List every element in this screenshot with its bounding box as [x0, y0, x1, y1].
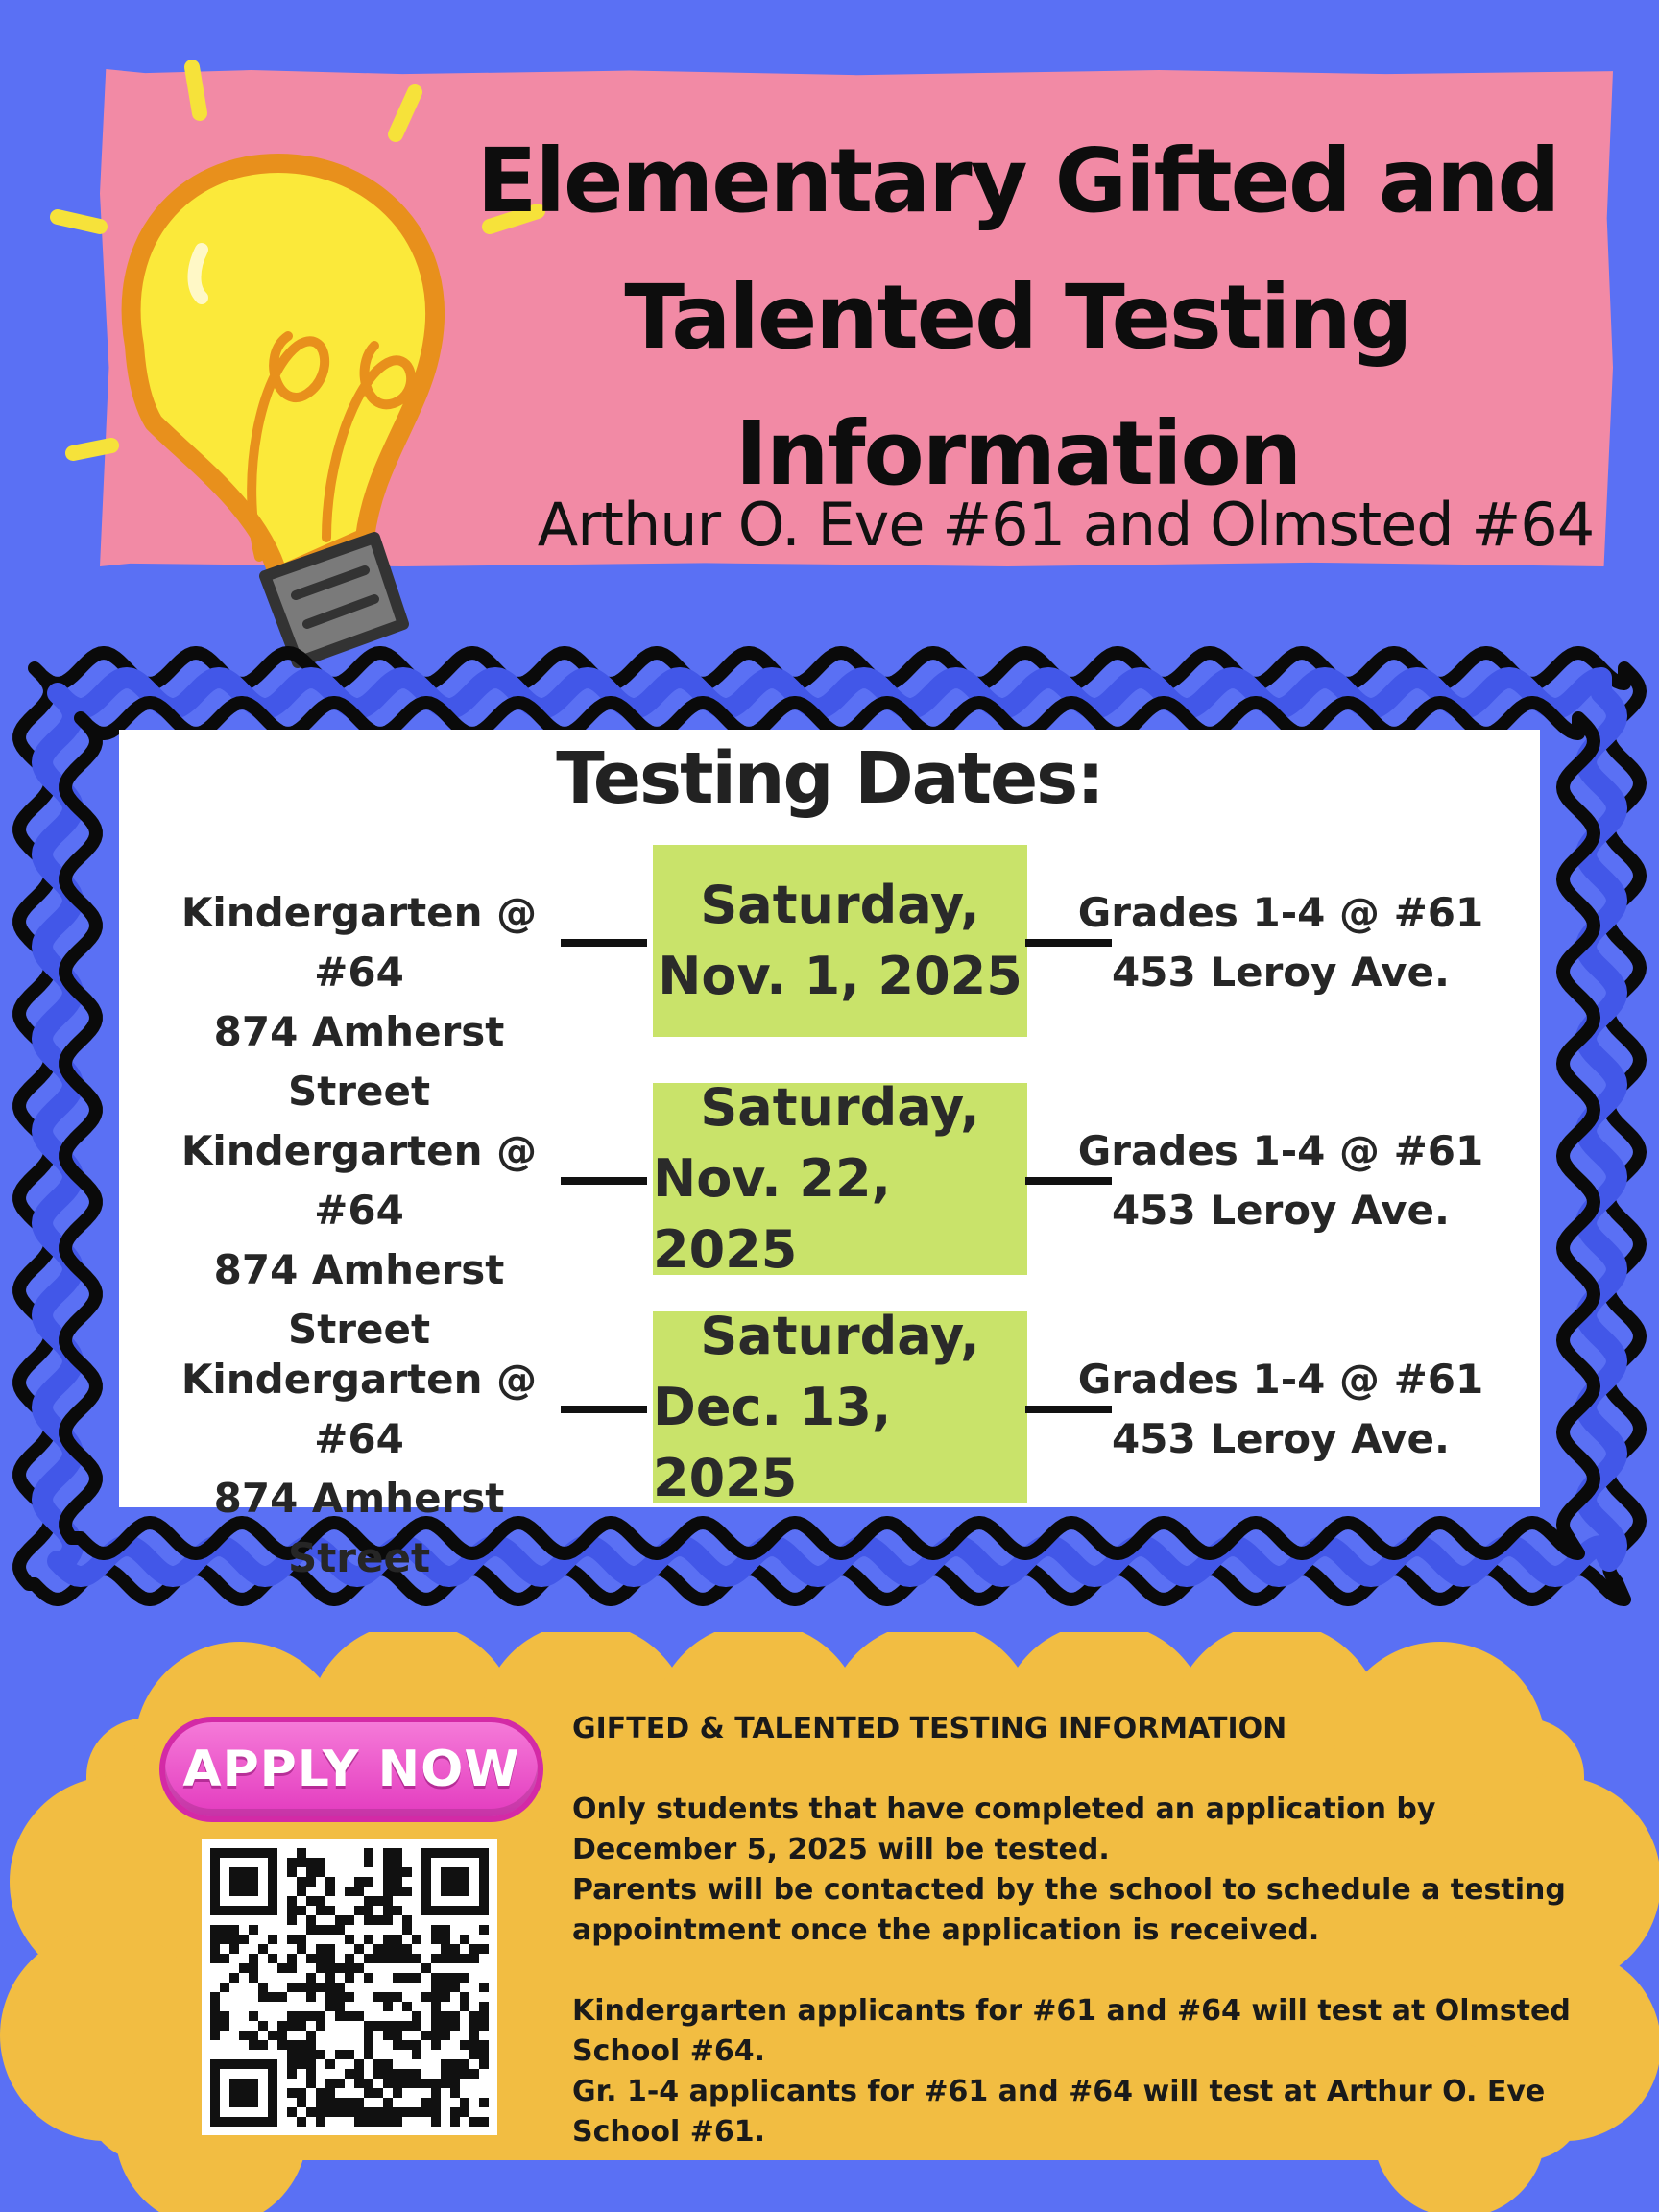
connector-line: [561, 1177, 647, 1185]
info-paragraph: Parents will be contacted by the school to schedule a testing appointment once the application is received.: [572, 1873, 1566, 1947]
testing-date-row: [119, 1077, 1540, 1353]
testing-date-row: [119, 1306, 1540, 1581]
info-section: [0, 1632, 1659, 2212]
grades-location: Grades 1-4 @ #61 453 Leroy Ave.: [1077, 1127, 1484, 1234]
info-heading: GIFTED & TALENTED TESTING INFORMATION: [572, 1712, 1287, 1745]
page-subtitle: Arthur O. Eve #61 and Olmsted #64: [537, 490, 1595, 560]
apply-now-button[interactable]: APPLY NOW: [159, 1717, 543, 1822]
testing-date-row: [119, 845, 1540, 1115]
qr-code-icon[interactable]: [202, 1839, 497, 2135]
testing-dates-heading: Testing Dates:: [556, 737, 1103, 820]
info-paragraph: Only students that have completed an application by December 5, 2025 will be tested.: [572, 1792, 1436, 1866]
date-box: Saturday, Dec. 13, 2025: [653, 1311, 1027, 1503]
info-paragraph: Gr. 1-4 applicants for #61 and #64 will test at Arthur O. Eve School #61.: [572, 2075, 1546, 2149]
connector-line: [561, 939, 647, 947]
kindergarten-location: Kindergarten @ #64 874 Amherst Street: [180, 1127, 538, 1353]
grades-location: Grades 1-4 @ #61 453 Leroy Ave.: [1077, 889, 1484, 996]
kindergarten-location: Kindergarten @ #64 874 Amherst Street: [180, 1356, 538, 1581]
date-box: Saturday, Nov. 22, 2025: [653, 1083, 1027, 1275]
page-title: [422, 113, 1613, 522]
date-box: Saturday, Nov. 1, 2025: [653, 845, 1027, 1037]
info-paragraph: Kindergarten applicants for #61 and #64 will test at Olmsted School #64.: [572, 1994, 1571, 2068]
grades-location: Grades 1-4 @ #61 453 Leroy Ave.: [1077, 1356, 1484, 1462]
info-text: [572, 1709, 1590, 2152]
title-line-2: Talented Testing: [624, 266, 1411, 369]
title-line-3: Information: [734, 402, 1301, 505]
connector-line: [561, 1406, 647, 1413]
kindergarten-location: Kindergarten @ #64 874 Amherst Street: [180, 889, 538, 1115]
title-line-1: Elementary Gifted and: [476, 130, 1559, 232]
